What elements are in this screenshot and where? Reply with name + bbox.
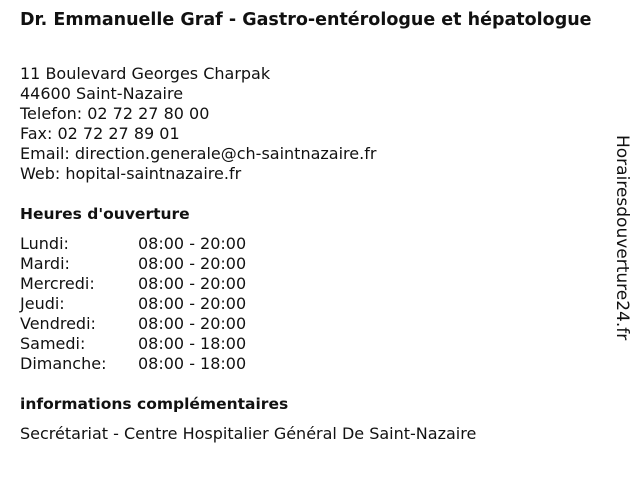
hours-time: 08:00 - 20:00 bbox=[138, 254, 247, 273]
street-address: 11 Boulevard Georges Charpak bbox=[20, 64, 271, 83]
hours-day: Mercredi: bbox=[20, 274, 95, 293]
hours-day: Dimanche: bbox=[20, 354, 107, 373]
hours-time: 08:00 - 20:00 bbox=[138, 274, 247, 293]
hours-row bbox=[20, 354, 268, 374]
hours-heading: Heures d'ouverture bbox=[20, 205, 190, 223]
hours-day: Lundi: bbox=[20, 234, 69, 253]
hours-row bbox=[20, 334, 268, 354]
hours-time: 08:00 - 18:00 bbox=[138, 334, 247, 353]
fax-number: Fax: 02 72 27 89 01 bbox=[20, 124, 180, 143]
hours-day: Mardi: bbox=[20, 254, 70, 273]
hours-day: Vendredi: bbox=[20, 314, 96, 333]
hours-time: 08:00 - 20:00 bbox=[138, 234, 247, 253]
contact-block bbox=[20, 64, 376, 184]
website: Web: hopital-saintnazaire.fr bbox=[20, 164, 242, 183]
hours-time: 08:00 - 18:00 bbox=[138, 354, 247, 373]
hours-row bbox=[20, 274, 268, 294]
hours-row bbox=[20, 254, 268, 274]
hours-row bbox=[20, 294, 268, 314]
info-heading: informations complémentaires bbox=[20, 395, 289, 413]
hours-table bbox=[20, 234, 268, 374]
hours-row bbox=[20, 314, 268, 334]
hours-day: Jeudi: bbox=[20, 294, 65, 313]
hours-time: 08:00 - 20:00 bbox=[138, 314, 247, 333]
hours-day: Samedi: bbox=[20, 334, 86, 353]
info-text: Secrétariat - Centre Hospitalier Général De Saint-Nazaire bbox=[20, 424, 477, 443]
watermark-text: Horairesdouverture24.fr bbox=[612, 135, 632, 341]
hours-time: 08:00 - 20:00 bbox=[138, 294, 247, 313]
city-address: 44600 Saint-Nazaire bbox=[20, 84, 184, 103]
phone-number: Telefon: 02 72 27 80 00 bbox=[20, 104, 210, 123]
hours-row bbox=[20, 234, 268, 254]
page-title: Dr. Emmanuelle Graf - Gastro-entérologue et hépatologue bbox=[20, 10, 592, 30]
email-address: Email: direction.generale@ch-saintnazaire.fr bbox=[20, 144, 377, 163]
